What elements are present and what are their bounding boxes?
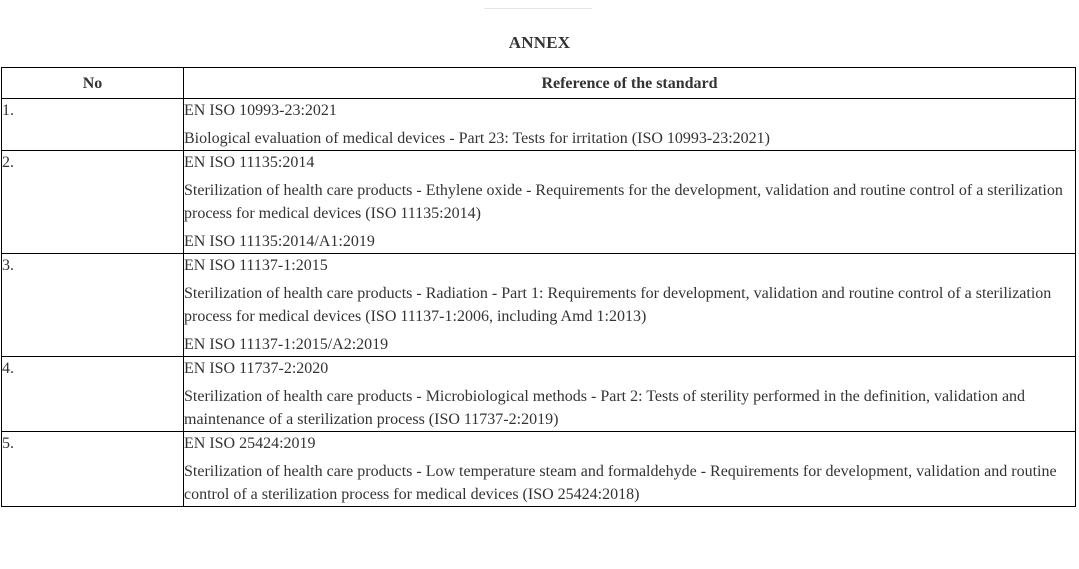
row-number: 2.: [2, 151, 184, 254]
table-row: [2, 151, 1076, 254]
column-header-reference: Reference of the standard: [184, 68, 1076, 99]
standard-code: EN ISO 10993-23:2021: [184, 102, 337, 119]
standard-code: EN ISO 25424:2019: [184, 435, 316, 452]
row-number: 1.: [2, 99, 184, 151]
row-number: 5.: [2, 432, 184, 507]
standard-code: EN ISO 11137-1:2015: [184, 257, 328, 274]
table-header: [2, 68, 1076, 99]
standard-amendment: EN ISO 11135:2014/A1:2019: [184, 233, 375, 250]
row-number: 3.: [2, 254, 184, 357]
reference-cell: [184, 432, 1076, 507]
column-header-no: No: [2, 68, 184, 99]
standard-description: Sterilization of health care products - Ethylene oxide - Requirements for the development, validation and routine control of a sterilization process for medical devices (ISO 11135:2014): [184, 182, 1063, 222]
standard-description: Biological evaluation of medical devices - Part 23: Tests for irritation (ISO 10993-23:2021): [184, 130, 771, 147]
reference-cell: [184, 254, 1076, 357]
table-header-row: [2, 68, 1076, 99]
standard-description: Sterilization of health care products - Microbiological methods - Part 2: Tests of sterility performed in the definition, validation and maintenance of a sterilization process (ISO 11737-2:2019): [184, 388, 1026, 428]
standard-code: EN ISO 11737-2:2020: [184, 360, 329, 377]
annex-title: ANNEX: [508, 33, 571, 52]
top-divider: [484, 8, 592, 9]
standards-table: [1, 67, 1076, 507]
standard-code: EN ISO 11135:2014: [184, 154, 315, 171]
table-row: [2, 99, 1076, 151]
reference-cell: [184, 151, 1076, 254]
table-body: [2, 99, 1076, 507]
table-row: [2, 357, 1076, 432]
reference-cell: [184, 99, 1076, 151]
standard-amendment: EN ISO 11137-1:2015/A2:2019: [184, 336, 389, 353]
table-row: [2, 432, 1076, 507]
table-row: [2, 254, 1076, 357]
reference-cell: [184, 357, 1076, 432]
standard-description: Sterilization of health care products - Radiation - Part 1: Requirements for development, validation and routine control of a sterilization process for medical devices (ISO 11137-1:2006, including Amd 1:2013): [184, 285, 1052, 325]
row-number: 4.: [2, 357, 184, 432]
standard-description: Sterilization of health care products - Low temperature steam and formaldehyde - Requirements for development, validation and routine control of a sterilization process for medical devices (ISO 25424:2018): [184, 463, 1057, 503]
